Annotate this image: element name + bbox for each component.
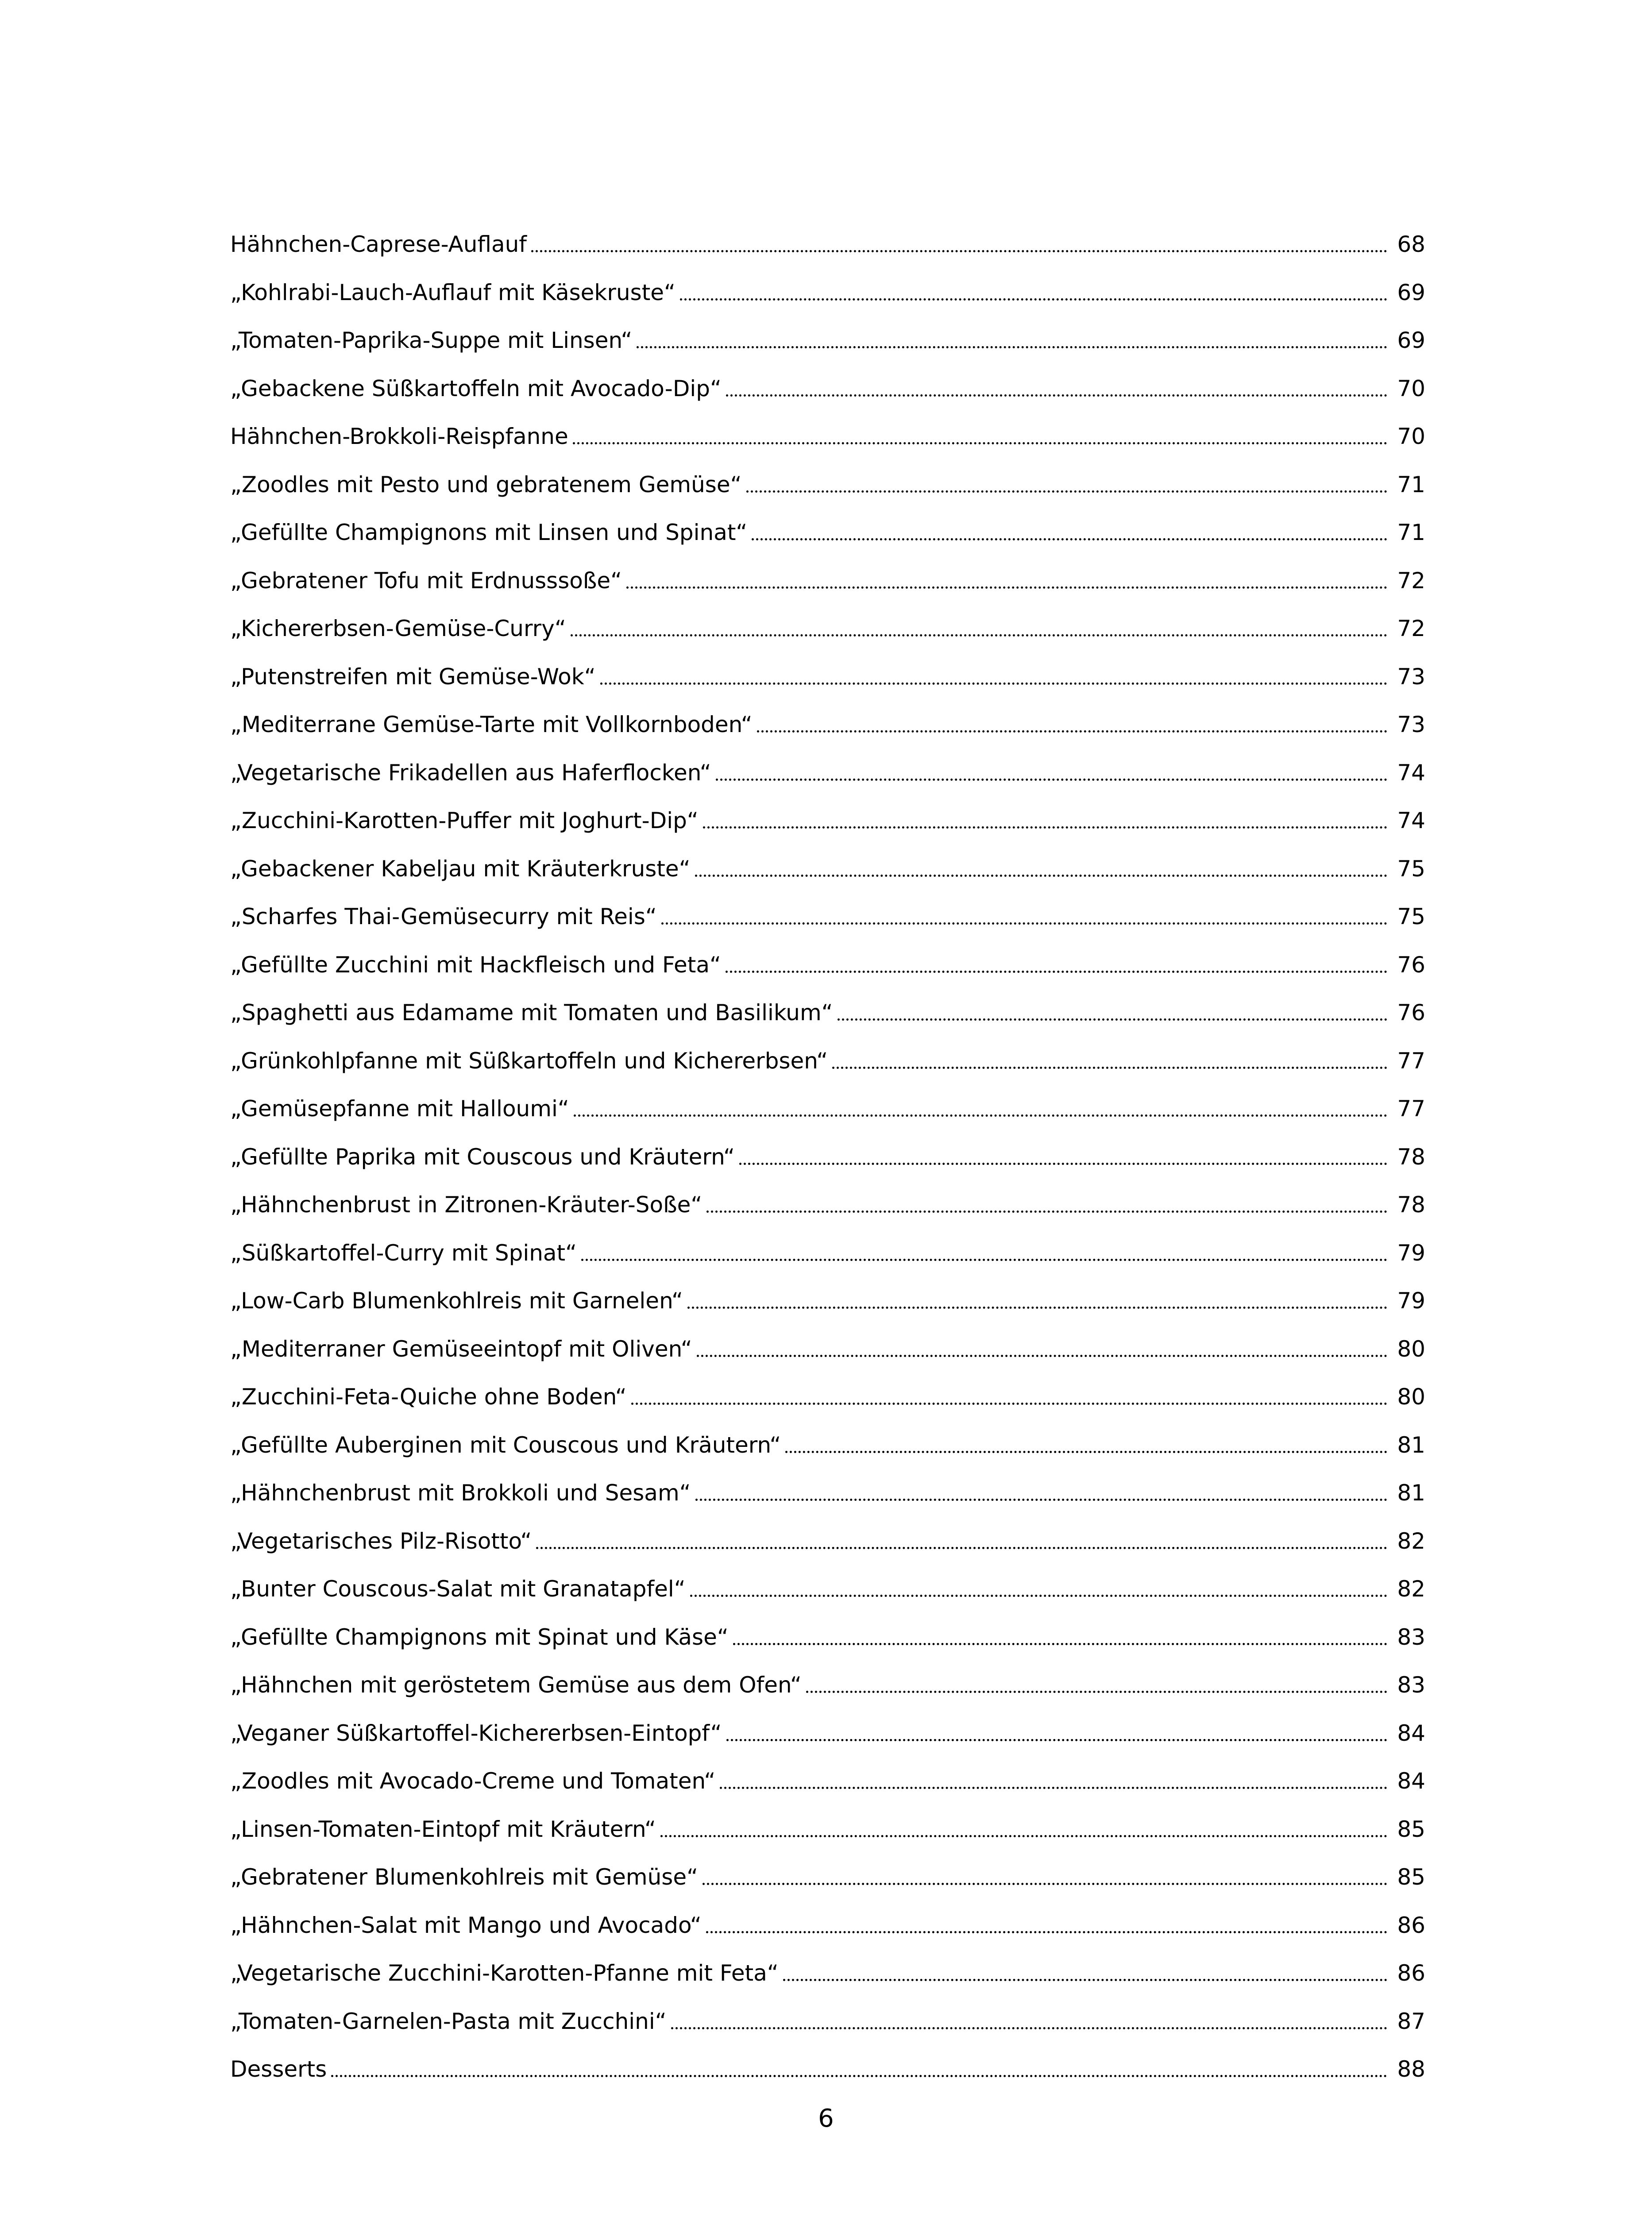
toc-entry-title: „Vegetarisches Pilz-Risotto“ [230,1528,532,1554]
toc-entry-page: 86 [1397,1912,1425,1938]
toc-entry-page: 80 [1397,1384,1425,1410]
toc-entry-title: „Low-Carb Blumenkohlreis mit Garnelen“ [230,1288,683,1314]
toc-entry-title: „Gemüsepfanne mit Halloumi“ [230,1096,569,1122]
toc-entry [230,1816,1425,1864]
toc-entry [230,1384,1425,1432]
toc-entry-title: „Tomaten-Garnelen-Pasta mit Zucchini“ [230,2008,667,2034]
toc-entry [230,1960,1425,2008]
toc-entry-title: „Gefüllte Zucchini mit Hackfleisch und Feta“ [230,952,721,978]
toc-dot-leader [660,1835,1387,1837]
toc-entry [230,1048,1425,1096]
toc-entry-title: „Gebackene Süßkartoffeln mit Avocado-Dip“ [230,375,722,401]
toc-entry [230,1912,1425,1960]
toc-entry [230,375,1425,424]
toc-entry [230,856,1425,904]
toc-dot-leader [695,1499,1387,1501]
toc-entry [230,231,1425,279]
toc-entry-title: „Putenstreifen mit Gemüse-Wok“ [230,663,596,690]
toc-dot-leader [687,1307,1387,1309]
toc-entry-page: 80 [1397,1336,1425,1362]
toc-entry-title: „Gefüllte Auberginen mit Couscous und Kräutern“ [230,1432,781,1458]
toc-entry-title: „Mediterraner Gemüseeintopf mit Oliven“ [230,1336,692,1362]
toc-entry-title: „Gebackener Kabeljau mit Kräuterkruste“ [230,856,691,882]
toc-entry-page: 76 [1397,1000,1425,1026]
toc-entry-page: 77 [1397,1048,1425,1074]
page-number: 6 [818,2104,834,2133]
toc-entry [230,1144,1425,1192]
toc-entry-page: 76 [1397,952,1425,978]
toc-entry-page: 70 [1397,424,1425,449]
toc-entry-title: Desserts [230,2056,327,2082]
toc-entry-page: 72 [1397,616,1425,641]
toc-dot-leader [757,730,1387,733]
toc-entry-title: „Zoodles mit Avocado-Creme und Tomaten“ [230,1768,716,1794]
toc-entry-title: „Vegetarische Zucchini-Karotten-Pfanne mit Feta“ [230,1960,779,1986]
toc-entry-page: 73 [1397,712,1425,737]
toc-entry-page: 72 [1397,567,1425,594]
toc-entry-title: „Gebratener Tofu mit Erdnusssoße“ [230,567,622,594]
toc-entry-title: „Grünkohlpfanne mit Süßkartoffeln und Kichererbsen“ [230,1048,828,1074]
toc-entry-page: 85 [1397,1864,1425,1890]
toc-dot-leader [703,826,1387,829]
toc-dot-leader [671,2027,1387,2029]
toc-entry-page: 71 [1397,520,1425,545]
toc-dot-leader [331,2075,1387,2077]
toc-entry-title: „Hähnchen-Salat mit Mango und Avocado“ [230,1912,702,1938]
toc-dot-leader [631,1403,1387,1405]
toc-entry-page: 73 [1397,663,1425,690]
toc-dot-leader [600,682,1387,685]
toc-entry-title: „Zucchini-Karotten-Puffer mit Joghurt-Dip“ [230,808,699,833]
toc-entry-page: 79 [1397,1288,1425,1314]
toc-entry [230,471,1425,520]
toc-dot-leader [697,1355,1387,1357]
toc-entry [230,327,1425,375]
toc-dot-leader [726,394,1387,397]
toc-entry-title: „Bunter Couscous-Salat mit Granatapfel“ [230,1576,686,1602]
toc-entry [230,760,1425,808]
toc-entry [230,615,1425,663]
toc-entry-title: „Vegetarische Frikadellen aus Haferflocken“ [230,760,711,786]
toc-entry-title: Hähnchen-Caprese-Auflauf [230,231,527,257]
toc-entry [230,1288,1425,1336]
toc-entry-page: 84 [1397,1720,1425,1746]
toc-entry-title: „Scharfes Thai-Gemüsecurry mit Reis“ [230,904,657,929]
toc-dot-leader [571,634,1387,636]
toc-entry-page: 79 [1397,1240,1425,1266]
toc-dot-leader [573,442,1387,444]
toc-entry-page: 75 [1397,904,1425,929]
toc-entry-page: 74 [1397,808,1425,833]
toc-entry [230,1240,1425,1288]
toc-entry [230,903,1425,952]
toc-entry-title: „Gebratener Blumenkohlreis mit Gemüse“ [230,1864,698,1890]
toc-entry-title: „Veganer Süßkartoffel-Kichererbsen-Eintopf“ [230,1720,722,1746]
toc-entry-title: „Kohlrabi-Lauch-Auflauf mit Käsekruste“ [230,279,675,305]
toc-entry-page: 81 [1397,1480,1425,1506]
toc-dot-leader [726,1739,1388,1741]
toc-entry-title: „Tomaten-Paprika-Suppe mit Linsen“ [230,328,633,353]
toc-entry-page: 87 [1397,2008,1425,2034]
toc-entry [230,567,1425,616]
toc-entry [230,423,1425,471]
toc-entry-page: 75 [1397,856,1425,882]
toc-entry-page: 81 [1397,1432,1425,1458]
toc-entry-title: „Spaghetti aus Edamame mit Tomaten und Basilikum“ [230,1000,833,1026]
toc-entry-title: „Hähnchenbrust mit Brokkoli und Sesam“ [230,1480,691,1506]
toc-dot-leader [716,779,1387,781]
toc-dot-leader [838,1018,1387,1021]
toc-dot-leader [536,1547,1387,1549]
toc-dot-leader [783,1979,1387,1981]
toc-entry-title: „Kichererbsen-Gemüse-Curry“ [230,616,566,641]
toc-entry [230,519,1425,567]
toc-entry-page: 83 [1397,1624,1425,1650]
toc-entry-page: 85 [1397,1816,1425,1842]
toc-entry [230,999,1425,1048]
toc-dot-leader [702,1883,1387,1885]
toc-entry [230,1864,1425,1912]
toc-entry-title: „Hähnchenbrust in Zitronen-Kräuter-Soße“ [230,1192,702,1218]
toc-entry-page: 82 [1397,1528,1425,1554]
toc-entry-title: „Gefüllte Champignons mit Spinat und Käse“ [230,1624,729,1650]
toc-entry [230,952,1425,1000]
toc-entry-page: 83 [1397,1672,1425,1698]
toc-dot-leader [637,346,1387,348]
toc-dot-leader [706,1211,1387,1213]
toc-dot-leader [806,1691,1387,1693]
toc-entry-page: 86 [1397,1960,1425,1986]
toc-entry-title: „Süßkartoffel-Curry mit Spinat“ [230,1240,577,1266]
toc-entry [230,1624,1425,1672]
toc-entry-page: 69 [1397,328,1425,353]
toc-entry [230,1432,1425,1480]
toc-dot-leader [695,875,1387,877]
toc-entry-page: 77 [1397,1096,1425,1122]
toc-entry-page: 74 [1397,760,1425,786]
toc-dot-leader [739,1163,1387,1165]
toc-entry [230,1095,1425,1144]
toc-entry [230,2056,1425,2104]
toc-entry-title: „Linsen-Tomaten-Eintopf mit Kräutern“ [230,1816,656,1842]
toc-entry-title: „Hähnchen mit geröstetem Gemüse aus dem Ofen“ [230,1672,802,1698]
toc-dot-leader [726,971,1387,973]
toc-entry-title: „Zucchini-Feta-Quiche ohne Boden“ [230,1384,627,1410]
toc-entry-page: 82 [1397,1576,1425,1602]
toc-entry [230,1336,1425,1384]
toc-entry-page: 68 [1397,231,1425,257]
toc-dot-leader [785,1451,1387,1453]
toc-entry [230,1576,1425,1624]
toc-dot-leader [661,922,1387,925]
toc-dot-leader [752,538,1387,540]
toc-entry-title: „Gefüllte Paprika mit Couscous und Kräutern“ [230,1144,735,1170]
toc-entry-page: 88 [1397,2056,1425,2082]
toc-entry [230,1672,1425,1720]
toc-dot-leader [626,586,1387,589]
toc-entry [230,1528,1425,1576]
toc-entry-title: „Zoodles mit Pesto und gebratenem Gemüse“ [230,471,742,497]
toc-entry-page: 84 [1397,1768,1425,1794]
toc-dot-leader [680,298,1387,301]
toc-entry-page: 78 [1397,1192,1425,1218]
toc-entry-page: 70 [1397,375,1425,401]
toc-entry [230,1480,1425,1528]
toc-dot-leader [720,1787,1387,1789]
toc-entry [230,1191,1425,1240]
toc-entry [230,711,1425,760]
toc-entry [230,2008,1425,2056]
toc-entry [230,663,1425,712]
toc-entry-page: 71 [1397,471,1425,497]
toc-entry-title: Hähnchen-Brokkoli-Reispfanne [230,424,568,449]
toc-dot-leader [574,1114,1387,1117]
toc-dot-leader [706,1931,1387,1933]
toc-dot-leader [733,1643,1387,1645]
toc-dot-leader [581,1259,1387,1261]
toc-dot-leader [531,250,1387,252]
toc-entry-page: 78 [1397,1144,1425,1170]
table-of-contents [230,231,1425,2104]
toc-entry [230,1768,1425,1816]
toc-dot-leader [832,1067,1387,1069]
toc-entry [230,279,1425,328]
toc-entry [230,1720,1425,1768]
toc-entry-title: „Mediterrane Gemüse-Tarte mit Vollkornboden“ [230,712,753,737]
toc-entry [230,807,1425,856]
toc-dot-leader [746,490,1387,493]
toc-dot-leader [690,1595,1387,1597]
toc-entry-title: „Gefüllte Champignons mit Linsen und Spinat“ [230,520,748,545]
toc-entry-page: 69 [1397,279,1425,305]
